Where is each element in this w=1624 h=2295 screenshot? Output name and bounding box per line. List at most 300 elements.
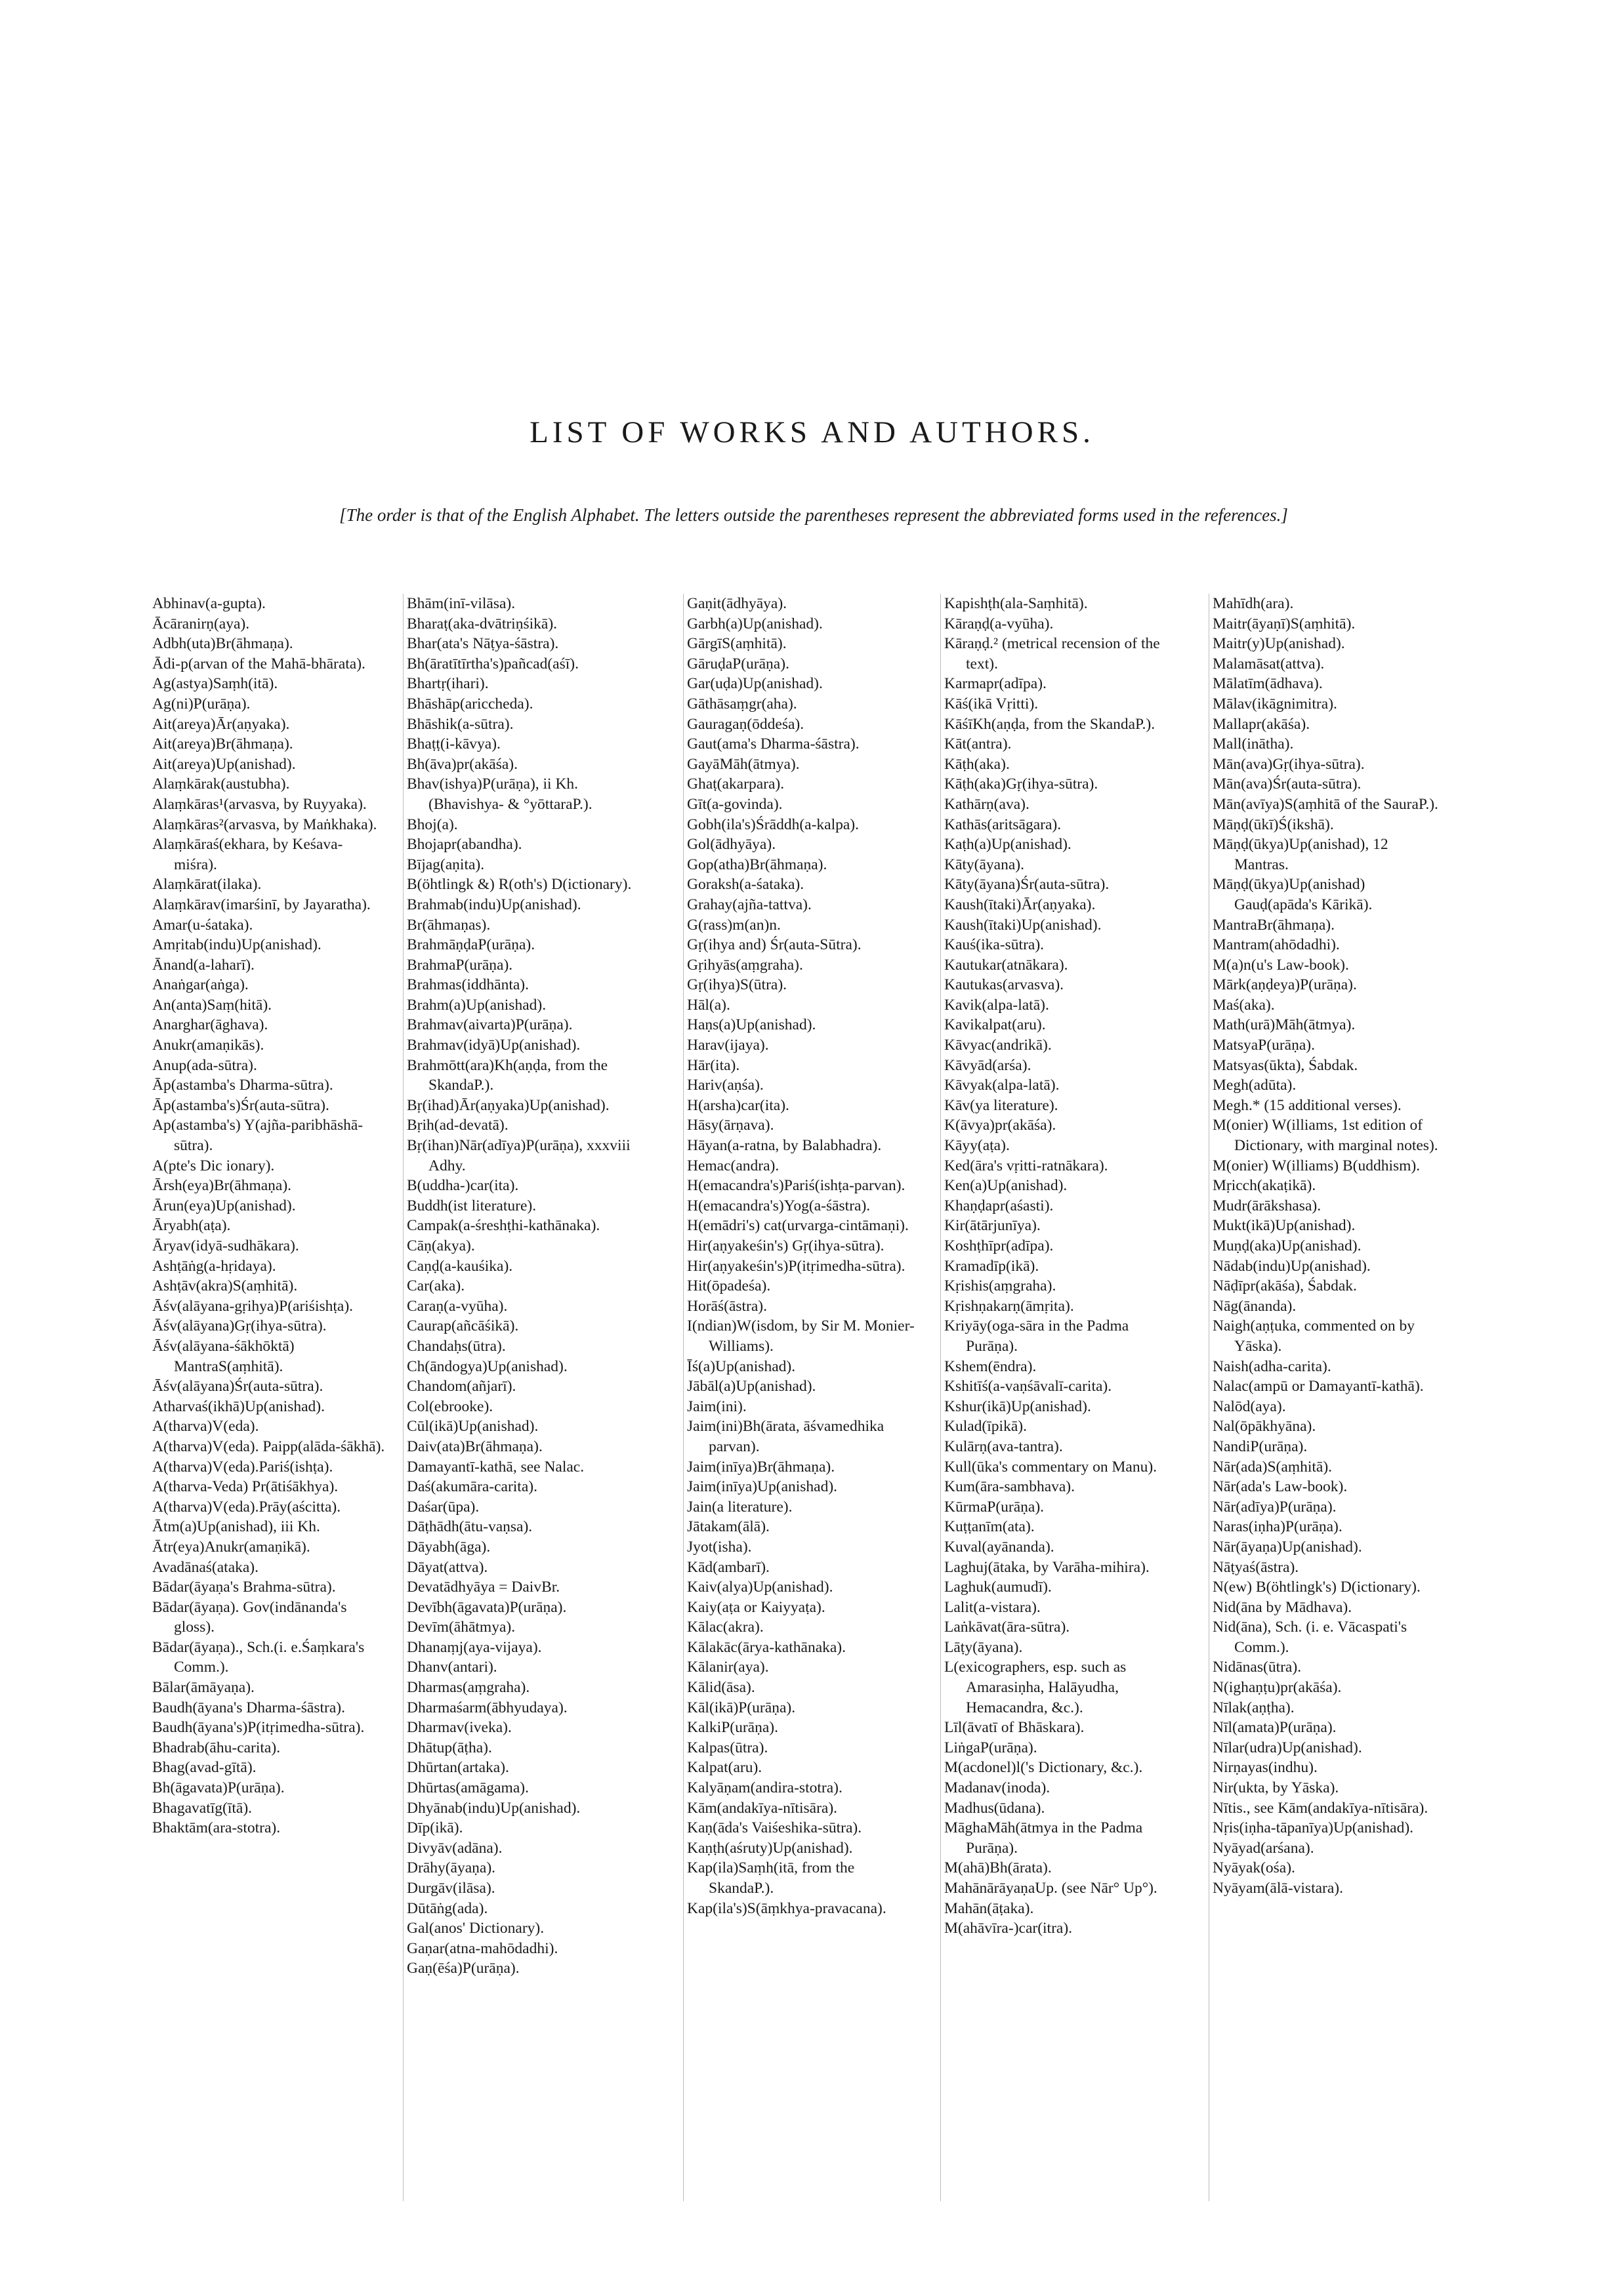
work-entry: Mān(avīya)S(aṃhitā of the SauraP.).: [1213, 795, 1438, 813]
work-entry: Damayantī-kathā, see Nalac.: [407, 1458, 585, 1476]
work-entry: Caurap(añcāśikā).: [407, 1317, 519, 1335]
page-title: LIST OF WORKS AND AUTHORS.: [530, 415, 1094, 449]
work-entry: Nir(ukta, by Yāska).: [1213, 1779, 1339, 1797]
work-entry: Dīp(ikā).: [407, 1819, 463, 1837]
work-entry: Laṅkāvat(āra-sūtra).: [944, 1619, 1070, 1636]
work-entry: Ag(astya)Saṃh(itā).: [152, 675, 278, 693]
work-entry: Bh(āgavata)P(urāṇa).: [152, 1779, 285, 1797]
work-entry: Bālar(āmāyaṇa).: [152, 1679, 255, 1697]
work-entry: Gaut(ama's Dharma-śāstra).: [687, 735, 860, 753]
work-entry: Bhav(ishya)P(urāṇa), ii Kh. (Bhavishya- & °yōttaraP.).: [407, 775, 593, 813]
work-entry: Baudh(āyana's Dharma-śāstra).: [152, 1699, 345, 1716]
work-entry: NandiP(urāṇa).: [1213, 1437, 1308, 1455]
work-entry: Kuval(ayānanda).: [944, 1538, 1054, 1556]
work-entry: Bhadrab(āhu-carita).: [152, 1739, 281, 1756]
work-entry: Ārun(eya)Up(anishad).: [152, 1197, 296, 1214]
work-entry: Gar(uḍa)Up(anishad).: [687, 675, 823, 693]
work-entry: Anaṅgar(aṅga).: [152, 976, 249, 994]
work-entry: Ait(areya)Ār(aṇyaka).: [152, 715, 290, 733]
work-entry: Ācāranirṇ(aya).: [152, 615, 250, 632]
work-entry: Bhar(ata's Nāṭya-śāstra).: [407, 635, 559, 653]
work-entry: Kāty(āyana)Śr(auta-sūtra).: [944, 876, 1110, 894]
work-entry: Hit(ōpadeśa).: [687, 1277, 771, 1295]
work-entry: L(exicographers, esp. such as Amarasiṇha, Halāyudha, Hemacandra, &c.).: [944, 1659, 1127, 1716]
work-entry: Jain(a literature).: [687, 1498, 793, 1516]
work-entry: Ap(astamba's) Y(ajña-paribhāshā-sūtra).: [152, 1117, 364, 1155]
ordering-note: [The order is that of the English Alphabet. The letters outside the parentheses represent the abbreviated forms used in the references.]: [339, 505, 1288, 525]
work-entry: Nīl(amata)P(urāṇa).: [1213, 1719, 1337, 1737]
work-entry: Mālatīm(ādhava).: [1213, 675, 1323, 693]
work-entry: Dhanv(antari).: [407, 1659, 497, 1676]
work-entry: Dāṭhādh(ātu-vaṇsa).: [407, 1518, 533, 1536]
work-entry: MahānārāyaṇaUp. (see Nār° Up°).: [944, 1880, 1157, 1897]
work-entry: B(öhtlingk &) R(oth's) D(ictionary).: [407, 876, 632, 894]
work-entry: Kāvyac(andrikā).: [944, 1037, 1052, 1054]
work-entry: Nār(ada)S(aṃhitā).: [1213, 1458, 1333, 1476]
work-entry: Cāṇ(akya).: [407, 1237, 475, 1254]
work-entry: Dharmas(aṃgraha).: [407, 1679, 530, 1697]
work-entry: Dūtāṅg(ada).: [407, 1899, 488, 1917]
work-entry: Kautukas(arvasva).: [944, 976, 1064, 994]
work-entry: Dhyānab(indu)Up(anishad).: [407, 1799, 581, 1817]
work-entry: Devībh(āgavata)P(urāṇa).: [407, 1598, 567, 1616]
work-entry: Alaṃkāras²(arvasva, by Maṅkhaka).: [152, 816, 377, 833]
work-entry: Kapishṭh(ala-Saṃhitā).: [944, 595, 1088, 612]
work-entry: H(emacandra's)Yog(a-śāstra).: [687, 1197, 871, 1214]
work-entry: Alaṃkāraś(ekhara, by Keśava-miśra).: [152, 836, 343, 873]
work-entry: BrahmaP(urāṇa).: [407, 956, 513, 974]
work-entry: Anarghar(āghava).: [152, 1016, 268, 1034]
work-entry: M(a)n(u's Law-book).: [1213, 956, 1349, 974]
work-entry: H(arsha)car(ita).: [687, 1096, 789, 1114]
work-entry: Kāl(ikā)P(urāṇa).: [687, 1699, 796, 1716]
work-entry: M(onier) W(illiams) B(uddhism).: [1213, 1157, 1421, 1174]
work-entry: Durgāv(ilāsa).: [407, 1880, 495, 1897]
work-entry: Dhūrtan(artaka).: [407, 1759, 509, 1777]
column-divider: [403, 594, 404, 2201]
work-entry: Āśv(alāyana-gṛihya)P(ariśishṭa).: [152, 1297, 354, 1315]
work-entry: Gṛihyās(aṃgraha).: [687, 956, 803, 974]
work-entry: Āryav(idyā-sudhākara).: [152, 1237, 299, 1254]
work-entry: Bījag(aṇita).: [407, 856, 485, 873]
work-entry: A(tharva)V(eda).: [152, 1418, 259, 1436]
work-entry: Matsyas(ūkta), Śabdak.: [1213, 1056, 1358, 1074]
work-entry: Kulārṇ(ava-tantra).: [944, 1437, 1063, 1455]
work-entry: Brahm(a)Up(anishad).: [407, 996, 547, 1014]
work-entry: Māṇḍ(ūkya)Up(anishad) Gauḍ(apāda's Kārikā).: [1213, 876, 1373, 913]
work-entry: Kaṇ(āda's Vaiśeshika-sūtra).: [687, 1819, 862, 1837]
work-entry: Āśv(alāyana-śākhōktā) MantraS(aṃhitā).: [152, 1337, 295, 1375]
work-entry: Kshem(ēndra).: [944, 1357, 1037, 1375]
work-entry: Nal(ōpākhyāna).: [1213, 1418, 1316, 1436]
work-entry: MāghaMāh(ātmya in the Padma Purāṇa).: [944, 1819, 1143, 1857]
work-entry: Alaṃkārav(imarśinī, by Jayaratha).: [152, 896, 371, 913]
work-entry: M(onier) W(illiams, 1st edition of Dictionary, with marginal notes).: [1213, 1117, 1438, 1155]
work-entry: Bhag(avad-gītā).: [152, 1759, 257, 1777]
work-entry: Nalōd(aya).: [1213, 1397, 1286, 1415]
work-entry: Kathārṇ(ava).: [944, 795, 1030, 813]
work-entry: Alaṃkāras¹(arvasva, by Ruyyaka).: [152, 795, 367, 813]
column-4: [944, 594, 1177, 1939]
work-entry: A(pte's Dic ionary).: [152, 1157, 275, 1174]
column-5: [1213, 594, 1446, 1899]
work-entry: Avadānaś(ataka).: [152, 1558, 259, 1576]
work-entry: Nyāyak(ośa).: [1213, 1859, 1295, 1877]
work-entry: Kṛishṇakarṇ(āmṛita).: [944, 1297, 1074, 1315]
work-entry: Gol(ādhyāya).: [687, 836, 776, 854]
work-entry: MantraBr(āhmaṇa).: [1213, 916, 1335, 934]
work-entry: Math(urā)Māh(ātmya).: [1213, 1016, 1356, 1034]
work-entry: Bṛih(ad-devatā).: [407, 1117, 509, 1134]
work-entry: Col(ebrooke).: [407, 1397, 493, 1415]
work-entry: Hir(aṇyakeśin's) Gṛ(ihya-sūtra).: [687, 1237, 885, 1254]
work-entry: Mahīdh(ara).: [1213, 595, 1294, 612]
work-entry: Nyāyam(ālā-vistara).: [1213, 1880, 1343, 1897]
work-entry: Nīlak(aṇṭha).: [1213, 1699, 1295, 1716]
work-entry: Gauragaṇ(ōddeśa).: [687, 715, 804, 733]
work-entry: Madanav(inoda).: [944, 1779, 1051, 1797]
work-entry: Horāś(āstra).: [687, 1297, 768, 1315]
work-entry: Ashṭāv(akra)S(aṃhitā).: [152, 1277, 298, 1295]
work-entry: Bhaktām(ara-stotra).: [152, 1819, 281, 1837]
work-entry: Daś(akumāra-carita).: [407, 1478, 537, 1496]
work-entry: Nīlar(udra)Up(anishad).: [1213, 1739, 1362, 1756]
work-entry: GārgīS(aṃhitā).: [687, 635, 787, 653]
work-entry: I(ndian)W(isdom, by Sir M. Monier-Williams).: [687, 1317, 915, 1355]
work-entry: Bharaṭ(aka-dvātriṇśikā).: [407, 615, 558, 632]
work-entry: Nirṇayas(indhu).: [1213, 1759, 1318, 1777]
work-entry: Nāg(ānanda).: [1213, 1297, 1297, 1315]
work-entry: Kaiy(aṭa or Kaiyyaṭa).: [687, 1598, 825, 1616]
work-entry: Kull(ūka's commentary on Manu).: [944, 1458, 1157, 1476]
work-entry: A(tharva)V(eda).Pariś(ishṭa).: [152, 1458, 333, 1476]
work-entry: Garbh(a)Up(anishad).: [687, 615, 823, 632]
work-entry: Dharmav(iveka).: [407, 1719, 512, 1737]
work-entry: GayāMāh(ātmya).: [687, 755, 800, 773]
work-entry: Laghuk(aumudī).: [944, 1579, 1052, 1596]
work-entry: Lāṭy(āyana).: [944, 1638, 1023, 1656]
work-entry: M(ahāvīra-)car(itra).: [944, 1920, 1073, 1937]
work-entry: Laghuj(ātaka, by Varāha-mihira).: [944, 1558, 1150, 1576]
work-entry: Kāraṇḍ(a-vyūha).: [944, 615, 1054, 632]
work-entry: Nār(ada's Law-book).: [1213, 1478, 1348, 1496]
work-entry: Bhoj(a).: [407, 816, 458, 833]
work-entry: Dhūrtas(amāgama).: [407, 1779, 529, 1797]
work-entry: Bhāshik(a-sūtra).: [407, 715, 514, 733]
work-entry: Kāṭh(aka)Gṛ(ihya-sūtra).: [944, 775, 1098, 793]
work-entry: Nītis., see Kām(andakīya-nītisāra).: [1213, 1799, 1428, 1817]
work-entry: Grahay(ajña-tattva).: [687, 896, 812, 913]
work-entry: Gop(atha)Br(āhmaṇa).: [687, 856, 827, 873]
work-entry: Harav(ijaya).: [687, 1037, 769, 1054]
work-entry: Amṛitab(indu)Up(anishad).: [152, 936, 322, 954]
work-entry: Ātr(eya)Anukr(amaṇikā).: [152, 1538, 310, 1556]
work-entry: Īś(a)Up(anishad).: [687, 1357, 796, 1375]
work-entry: Kālanir(aya).: [687, 1659, 769, 1676]
work-entry: Kāvyād(arśa).: [944, 1056, 1031, 1074]
work-entry: Ārsh(eya)Br(āhmaṇa).: [152, 1177, 292, 1195]
work-entry: Drāhy(āyaṇa).: [407, 1859, 496, 1877]
work-entry: Divyāv(adāna).: [407, 1839, 503, 1857]
work-entry: Karmapr(adīpa).: [944, 675, 1047, 693]
work-entry: Abhinav(a-gupta).: [152, 595, 266, 612]
work-entry: M(ahā)Bh(ārata).: [944, 1859, 1052, 1877]
work-entry: Hemac(andra).: [687, 1157, 780, 1174]
work-entry: Māṇḍ(ūkī)Ś(ikshā).: [1213, 816, 1334, 833]
work-entry: H(emacandra's)Pariś(ishṭa-parvan).: [687, 1177, 906, 1195]
work-entry: Baudh(āyana's)P(itṛimedha-sūtra).: [152, 1719, 365, 1737]
column-divider: [940, 594, 941, 2201]
work-entry: KalkiP(urāṇa).: [687, 1719, 778, 1737]
work-entry: Daiv(ata)Br(āhmaṇa).: [407, 1437, 543, 1455]
work-entry: Muṇḍ(aka)Up(anishad).: [1213, 1237, 1362, 1254]
work-entry: Kṛishis(aṃgraha).: [944, 1277, 1056, 1295]
work-entry: Kautukar(atnākara).: [944, 956, 1068, 974]
work-entry: Maitr(āyaṇī)S(aṃhitā).: [1213, 615, 1356, 632]
work-entry: A(tharva)V(eda).Prāy(aścitta).: [152, 1498, 341, 1516]
work-entry: Kāś(ikā Vṛitti).: [944, 695, 1039, 713]
work-entry: Jaim(ini).: [687, 1397, 747, 1415]
work-entry: Bh(āratītīrtha's)pañcad(aśī).: [407, 655, 579, 672]
column-2: [407, 594, 640, 1979]
work-entry: Jaim(inīya)Up(anishad).: [687, 1478, 838, 1496]
work-entry: Haṇs(a)Up(anishad).: [687, 1016, 816, 1034]
work-entry: Hāsy(ārṇava).: [687, 1117, 774, 1134]
work-entry: Daśar(ūpa).: [407, 1498, 480, 1516]
work-entry: Kap(ila)Saṃh(itā, from the SkandaP.).: [687, 1859, 855, 1897]
work-entry: Kramadīp(ikā).: [944, 1257, 1039, 1275]
work-entry: Kām(andakīya-nītisāra).: [687, 1799, 838, 1817]
work-entry: Jaim(inīya)Br(āhmaṇa).: [687, 1458, 835, 1476]
work-entry: Kālakāc(ārya-kathānaka).: [687, 1638, 846, 1656]
work-entry: Brahmōtt(ara)Kh(aṇḍa, from the SkandaP.).: [407, 1056, 608, 1094]
work-entry: Campak(a-śreshṭhi-kathānaka).: [407, 1217, 600, 1235]
work-entry: M(acdonel)l('s Dictionary, &c.).: [944, 1759, 1143, 1777]
work-entry: Bādar(āyaṇa). Gov(indānanda's gloss).: [152, 1598, 347, 1636]
work-entry: Khaṇḍapr(aśasti).: [944, 1197, 1054, 1214]
work-entry: Kāvyak(alpa-latā).: [944, 1077, 1060, 1094]
work-entry: Megh.* (15 additional verses).: [1213, 1096, 1402, 1114]
work-entry: Jābāl(a)Up(anishad).: [687, 1378, 816, 1396]
work-entry: Naras(iṇha)P(urāṇa).: [1213, 1518, 1343, 1536]
work-entry: Kaiv(alya)Up(anishad).: [687, 1579, 833, 1596]
work-entry: Kaush(ītaki)Ār(aṇyaka).: [944, 896, 1096, 913]
work-entry: Naish(adha-carita).: [1213, 1357, 1331, 1375]
work-entry: Kaush(ītaki)Up(anishad).: [944, 916, 1102, 934]
work-entry: Dhanaṃj(aya-vijaya).: [407, 1638, 542, 1656]
work-entry: Kād(ambarī).: [687, 1558, 770, 1576]
work-entry: Maś(aka).: [1213, 996, 1275, 1014]
work-entry: Kathās(aritsāgara).: [944, 816, 1062, 833]
work-entry: Ādi-p(arvan of the Mahā-bhārata).: [152, 655, 365, 672]
work-entry: Megh(adūta).: [1213, 1077, 1297, 1094]
work-entry: Gaṇ(ēśa)P(urāṇa).: [407, 1960, 520, 1977]
work-entry: Gobh(ila's)Śrāddh(a-kalpa).: [687, 816, 859, 833]
work-entry: Bādar(āyaṇa's Brahma-sūtra).: [152, 1579, 336, 1596]
work-entry: Goraksh(a-śataka).: [687, 876, 804, 894]
work-entry: Anup(ada-sūtra).: [152, 1056, 257, 1074]
work-entry: Ait(areya)Br(āhmaṇa).: [152, 735, 293, 753]
work-entry: Bh(āva)pr(akāśa).: [407, 755, 518, 773]
work-entry: Brahmav(aivarta)P(urāṇa).: [407, 1016, 573, 1034]
work-entry: Kap(ila's)S(āṃkhya-pravacana).: [687, 1899, 886, 1917]
work-entry: Malamāsat(attva).: [1213, 655, 1325, 672]
work-entry: Nalac(ampū or Damayantī-kathā).: [1213, 1378, 1424, 1396]
work-entry: Caṇḍ(a-kauśika).: [407, 1257, 513, 1275]
work-entry: Mudr(ārākshasa).: [1213, 1197, 1322, 1214]
work-entry: Māṇḍ(ūkya)Up(anishad), 12 Mantras.: [1213, 836, 1388, 873]
work-entry: Kuṭṭanīm(ata).: [944, 1518, 1035, 1536]
work-entry: Buddh(ist literature).: [407, 1197, 537, 1214]
work-entry: Nāḍīpr(akāśa), Śabdak.: [1213, 1277, 1357, 1295]
work-entry: A(tharva)V(eda). Paipp(alāda-śākhā).: [152, 1437, 385, 1455]
work-entry: Car(aka).: [407, 1277, 465, 1295]
work-entry: Kauś(ika-sūtra).: [944, 936, 1045, 954]
work-entry: Kum(āra-sambhava).: [944, 1478, 1075, 1496]
work-entry: Naigh(aṇṭuka, commented on by Yāska).: [1213, 1317, 1415, 1355]
work-entry: Ātm(a)Up(anishad), iii Kh.: [152, 1518, 320, 1536]
work-entry: Kaṇṭh(aśruty)Up(anishad).: [687, 1839, 853, 1857]
work-entry: N(ew) B(öhtlingk's) D(ictionary).: [1213, 1579, 1421, 1596]
work-entry: Kavik(alpa-latā).: [944, 996, 1049, 1014]
work-entry: Amar(u-śataka).: [152, 916, 253, 934]
work-entry: Kshur(ikā)Up(anishad).: [944, 1397, 1091, 1415]
work-entry: Jātakam(ālā).: [687, 1518, 770, 1536]
work-entry: Kālac(akra).: [687, 1619, 764, 1636]
work-entry: Bhartṛ(ihari).: [407, 675, 489, 693]
work-entry: Kulad(īpikā).: [944, 1418, 1027, 1436]
work-entry: Hār(ita).: [687, 1056, 740, 1074]
work-entry: Kalyāṇam(andira-stotra).: [687, 1779, 843, 1797]
work-entry: K(āvya)pr(akāśa).: [944, 1117, 1056, 1134]
work-entry: MatsyaP(urāṇa).: [1213, 1037, 1315, 1054]
work-entry: Ch(āndogya)Up(anishad).: [407, 1357, 568, 1375]
work-entry: Nār(āyaṇa)Up(anishad).: [1213, 1538, 1362, 1556]
work-entry: Bṛ(ihan)Nār(adīya)P(urāṇa), xxxviii Adhy.: [407, 1137, 631, 1174]
work-entry: LiṅgaP(urāṇa).: [944, 1739, 1037, 1756]
work-entry: Anukr(amaṇikās).: [152, 1037, 264, 1054]
work-entry: Brahmas(iddhānta).: [407, 976, 529, 994]
work-entry: Dāyat(attva).: [407, 1558, 488, 1576]
work-entry: Nāṭyaś(āstra).: [1213, 1558, 1299, 1576]
work-entry: Kālid(āsa).: [687, 1679, 755, 1697]
work-entry: Kavikalpat(aru).: [944, 1016, 1046, 1034]
work-entry: Kaṭh(a)Up(anishad).: [944, 836, 1072, 854]
work-entry: Devatādhyāya = DaivBr.: [407, 1579, 560, 1596]
work-entry: Jaim(ini)Bh(ārata, āśvamedhika parvan).: [687, 1418, 885, 1455]
work-entry: Nid(āna), Sch. (i. e. Vācaspati's Comm.).: [1213, 1619, 1407, 1656]
work-entry: Līl(āvatī of Bhāskara).: [944, 1719, 1085, 1737]
work-entry: Gal(anos' Dictionary).: [407, 1920, 545, 1937]
work-entry: Alaṃkārak(austubha).: [152, 775, 290, 793]
work-entry: Brahmav(idyā)Up(anishad).: [407, 1037, 581, 1054]
work-entry: Kāyy(aṭa).: [944, 1137, 1010, 1155]
work-entry: Maitr(y)Up(anishad).: [1213, 635, 1345, 653]
work-entry: Hāyan(a-ratna, by Balabhadra).: [687, 1137, 882, 1155]
work-entry: Mallapr(akāśa).: [1213, 715, 1310, 733]
work-entry: Madhus(ūdana).: [944, 1799, 1045, 1817]
work-entry: Mān(ava)Gṛ(ihya-sūtra).: [1213, 755, 1365, 773]
work-entry: GāruḍaP(urāṇa).: [687, 655, 789, 672]
work-entry: Caraṇ(a-vyūha).: [407, 1297, 508, 1315]
work-entry: Mṛicch(akaṭikā).: [1213, 1177, 1316, 1195]
work-entry: Nār(adīya)P(urāṇa).: [1213, 1498, 1337, 1516]
work-entry: A(tharva-Veda) Pr(ātiśākhya).: [152, 1478, 339, 1496]
work-entry: Kāv(ya literature).: [944, 1096, 1058, 1114]
work-entry: Dharmaśarm(ābhyudaya).: [407, 1699, 568, 1716]
work-entry: Hāl(a).: [687, 996, 730, 1014]
work-entry: Koshṭhīpr(adīpa).: [944, 1237, 1054, 1254]
work-entry: Bhojapr(abandha).: [407, 836, 522, 854]
work-entry: Kalpat(aru).: [687, 1759, 762, 1777]
work-entry: Mall(inātha).: [1213, 735, 1294, 753]
work-entry: Kir(ātārjunīya).: [944, 1217, 1041, 1235]
work-entry: Gīt(a-govinda).: [687, 795, 783, 813]
work-entry: KāśīKh(aṇḍa, from the SkandaP.).: [944, 715, 1156, 733]
work-entry: G(rass)m(an)n.: [687, 916, 781, 934]
work-entry: Nyāyad(arśana).: [1213, 1839, 1314, 1857]
work-entry: Kalpas(ūtra).: [687, 1739, 768, 1756]
work-entry: Bṛ(ihad)Ār(aṇyaka)Up(anishad).: [407, 1096, 610, 1114]
work-entry: Ashṭāṅg(a-hṛidaya).: [152, 1257, 276, 1275]
work-entry: Nidānas(ūtra).: [1213, 1659, 1302, 1676]
work-entry: Alaṃkārat(ilaka).: [152, 876, 262, 894]
work-entry: Dhātup(āṭha).: [407, 1739, 492, 1756]
column-3: [687, 594, 920, 1918]
work-entry: Ghaṭ(akarpara).: [687, 775, 785, 793]
work-entry: Āryabh(aṭa).: [152, 1217, 231, 1235]
work-entry: Āp(astamba's)Śr(auta-sūtra).: [152, 1096, 329, 1114]
work-entry: Mantram(ahōdadhi).: [1213, 936, 1340, 954]
work-entry: Nṛis(iṇha-tāpanīya)Up(anishad).: [1213, 1819, 1414, 1837]
work-entry: Lalit(a-vistara).: [944, 1598, 1041, 1616]
work-entry: Mālav(ikāgnimitra).: [1213, 695, 1337, 713]
work-entry: An(anta)Saṃ(hitā).: [152, 996, 272, 1014]
work-entry: B(uddha-)car(ita).: [407, 1177, 519, 1195]
work-entry: Gṛ(ihya)S(ūtra).: [687, 976, 787, 994]
work-entry: Gṛ(ihya and) Śr(auta-Sūtra).: [687, 936, 862, 954]
work-entry: Adbh(uta)Br(āhmaṇa).: [152, 635, 293, 653]
work-entry: Bhagavatīg(ītā).: [152, 1799, 253, 1817]
work-entry: Ked(āra's vṛitti-ratnākara).: [944, 1157, 1108, 1174]
work-entry: Chandom(añjarī).: [407, 1378, 516, 1396]
work-entry: Bhaṭṭ(i-kāvya).: [407, 735, 501, 753]
work-entry: Br(āhmaṇas).: [407, 916, 491, 934]
work-entry: Cūl(ikā)Up(anishad).: [407, 1418, 539, 1436]
work-entry: Kāraṇḍ.² (metrical recension of the text).: [944, 635, 1160, 672]
column-1: [152, 594, 385, 1838]
work-entry: Kāt(antra).: [944, 735, 1012, 753]
work-entry: Āp(astamba's Dharma-sūtra).: [152, 1077, 333, 1094]
column-divider: [683, 594, 684, 2201]
work-entry: Dāyabh(āga).: [407, 1538, 491, 1556]
work-entry: Mān(ava)Śr(auta-sūtra).: [1213, 775, 1362, 793]
work-entry: Devīm(āhātmya).: [407, 1619, 516, 1636]
work-entry: Chandaḥs(ūtra).: [407, 1337, 506, 1355]
work-entry: Kriyāy(oga-sāra in the Padma Purāṇa).: [944, 1317, 1129, 1355]
work-entry: Gāthāsaṃgr(aha).: [687, 695, 797, 713]
work-entry: Bhām(inī-vilāsa).: [407, 595, 516, 612]
work-entry: Nādab(indu)Up(anishad).: [1213, 1257, 1371, 1275]
work-entry: BrahmāṇḍaP(urāṇa).: [407, 936, 535, 954]
work-entry: Kāty(āyana).: [944, 856, 1024, 873]
work-entry: Āśv(alāyana)Gṛ(ihya-sūtra).: [152, 1317, 327, 1335]
work-entry: Hariv(aṇśa).: [687, 1077, 764, 1094]
work-entry: Kshitīś(a-vaṇśāvalī-carita).: [944, 1378, 1112, 1396]
work-entry: Gaṇit(ādhyāya).: [687, 595, 787, 612]
work-entry: Brahmab(indu)Up(anishad).: [407, 896, 581, 913]
work-entry: Ait(areya)Up(anishad).: [152, 755, 296, 773]
